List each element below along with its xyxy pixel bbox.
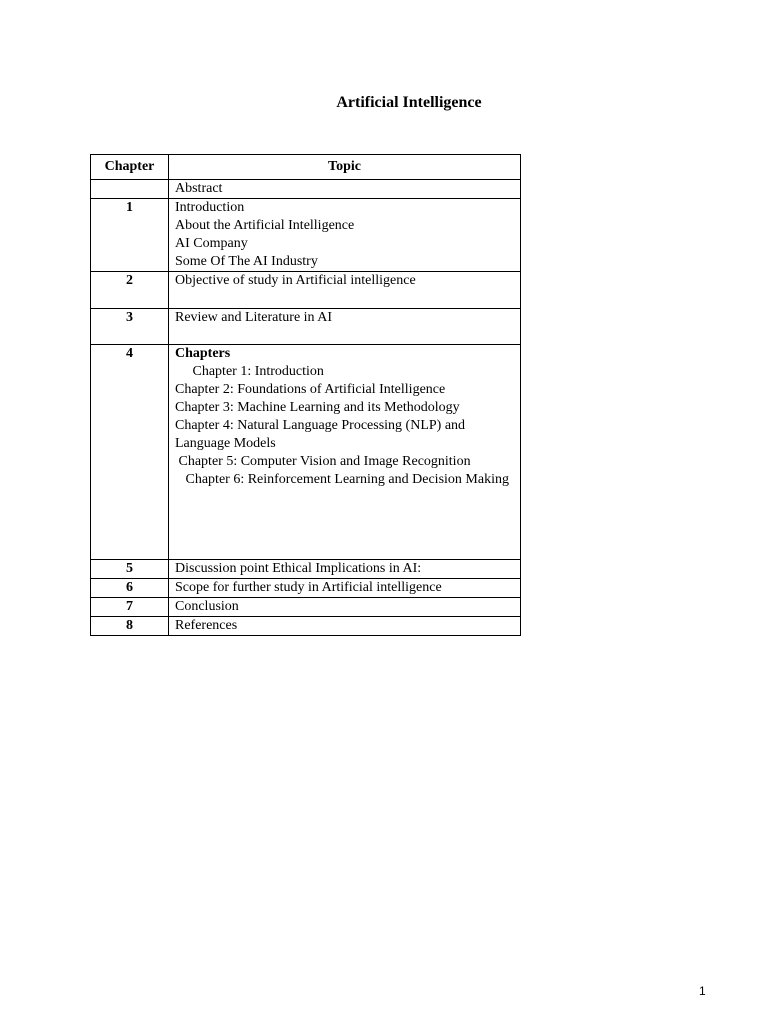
topic-line: Chapter 1: Introduction	[175, 364, 324, 379]
document-title: Artificial Intelligence	[336, 94, 482, 111]
topic-cell	[169, 180, 521, 199]
table-row	[91, 180, 521, 199]
table-row	[91, 617, 521, 636]
table-row	[91, 272, 521, 309]
table-row	[91, 598, 521, 617]
topic-line: Chapter 3: Machine Learning and its Methodology	[175, 400, 460, 415]
chapter-number: 7	[91, 598, 169, 617]
topic-line: Introduction	[175, 200, 245, 215]
topic-cell	[169, 617, 521, 636]
topic-cell	[169, 560, 521, 579]
topic-line: Chapter 2: Foundations of Artificial Intelligence	[175, 382, 446, 397]
topic-line: Chapter 6: Reinforcement Learning and Decision Making	[175, 472, 509, 487]
table-row	[91, 199, 521, 272]
table-of-contents	[90, 154, 521, 636]
page-number: 1	[699, 984, 706, 998]
topic-line: Objective of study in Artificial intelligence	[175, 273, 416, 288]
chapter-number: 6	[91, 579, 169, 598]
topic-line: Some Of The AI Industry	[175, 254, 318, 269]
topic-cell	[169, 598, 521, 617]
topic-cell	[169, 272, 521, 309]
chapter-number: 8	[91, 617, 169, 636]
topic-cell	[169, 199, 521, 272]
table-row	[91, 345, 521, 560]
chapter-number: 5	[91, 560, 169, 579]
topic-line: References	[175, 618, 238, 633]
topic-line: About the Artificial Intelligence	[175, 218, 355, 233]
chapter-number: 2	[91, 272, 169, 309]
chapter-number: 4	[91, 345, 169, 560]
topic-cell	[169, 345, 521, 560]
topic-line: Review and Literature in AI	[175, 310, 333, 325]
chapter-number	[91, 180, 169, 199]
table-row	[91, 309, 521, 345]
chapter-number: 3	[91, 309, 169, 345]
table-row	[91, 560, 521, 579]
header-chapter: Chapter	[91, 155, 169, 180]
header-topic: Topic	[169, 155, 521, 180]
topic-cell	[169, 309, 521, 345]
topic-cell	[169, 579, 521, 598]
chapter-number: 1	[91, 199, 169, 272]
topic-line: Chapter 5: Computer Vision and Image Recognition	[175, 454, 471, 469]
topic-line: Scope for further study in Artificial intelligence	[175, 580, 442, 595]
topic-line: AI Company	[175, 236, 248, 251]
topic-line: Abstract	[175, 181, 223, 196]
topic-line: Conclusion	[175, 599, 239, 614]
table-header-row	[91, 155, 521, 180]
topic-line: Discussion point Ethical Implications in AI:	[175, 561, 422, 576]
topic-line: Chapter 4: Natural Language Processing (NLP) and Language Models	[175, 418, 469, 451]
topic-line: Chapters	[175, 346, 231, 361]
table-row	[91, 579, 521, 598]
